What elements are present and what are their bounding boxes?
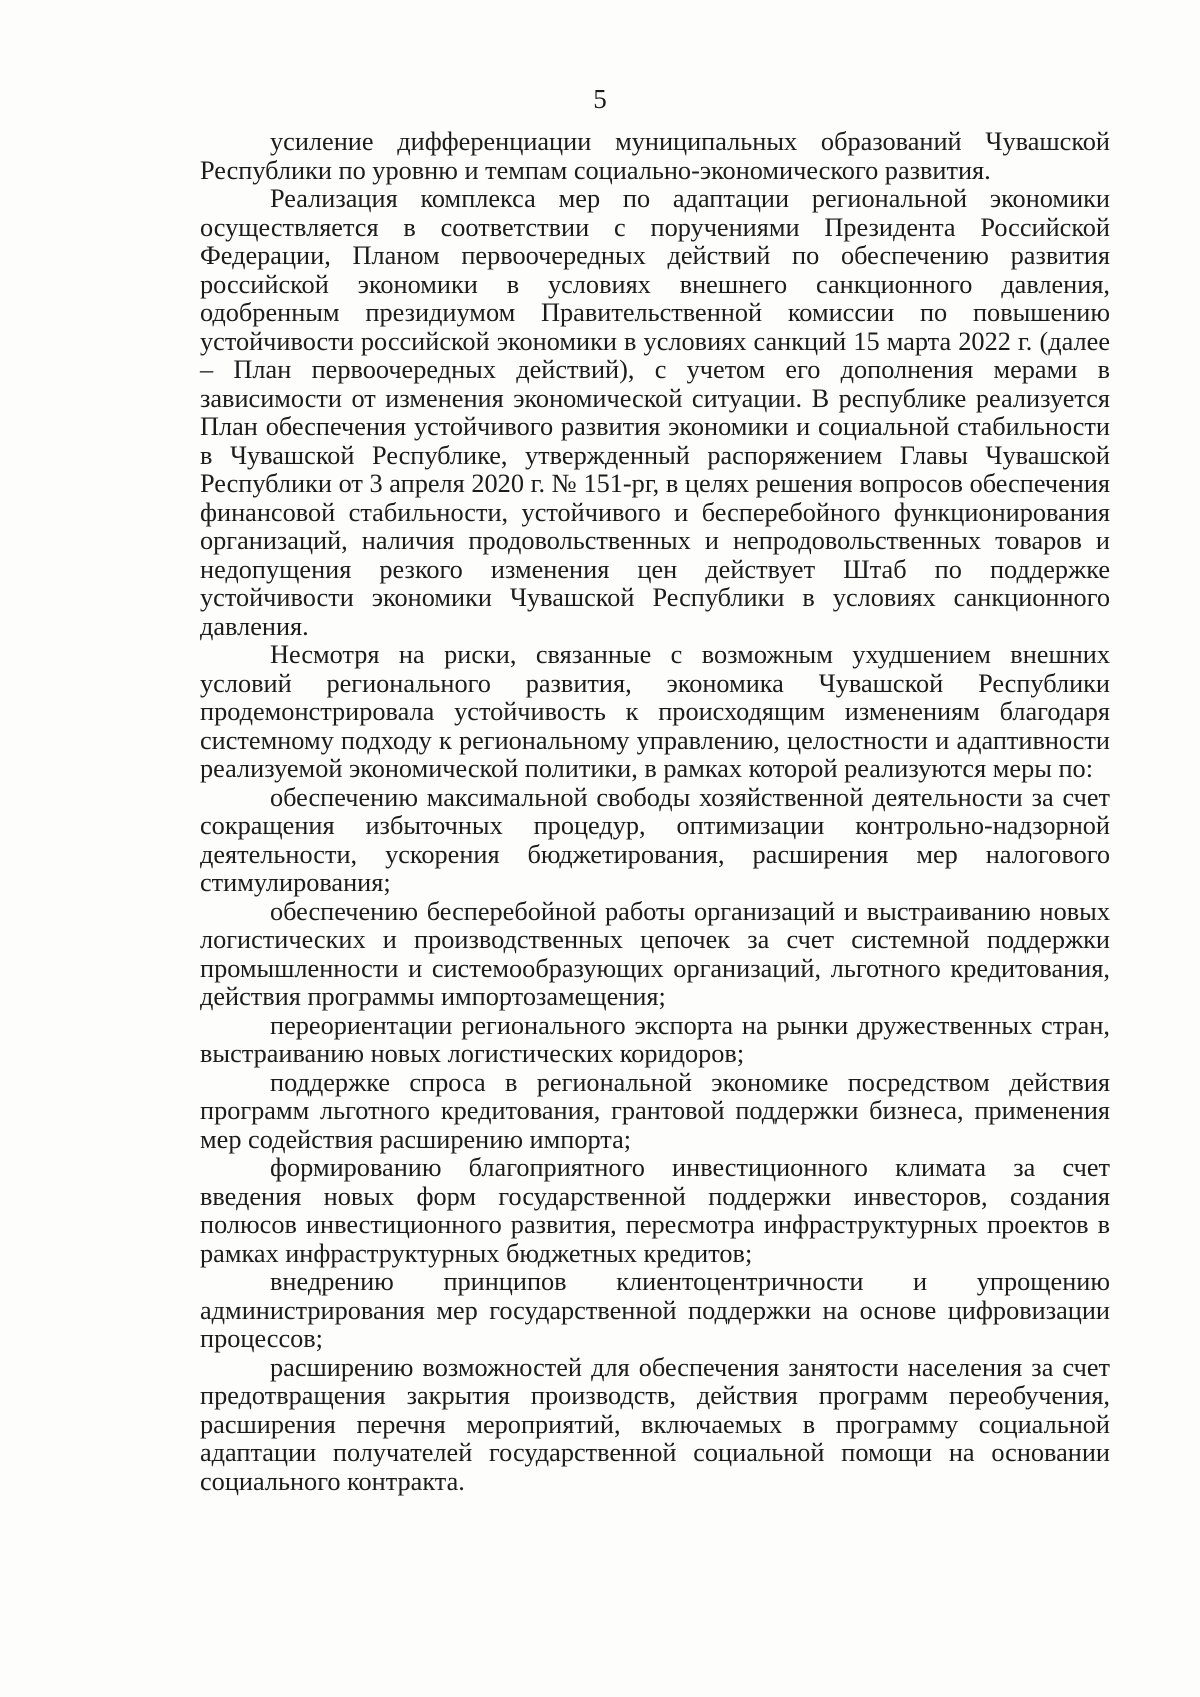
paragraph: формированию благоприятного инвестиционного климата за счет введения новых форм государственной поддержки инвесторов, создания полюсов инвестиционного развития, пересмотра инфраструктурных проектов в рамках инфраструктурных бюджетных кредитов; (200, 1153, 1110, 1268)
paragraph: Несмотря на риски, связанные с возможным ухудшением внешних условий регионального развития, экономика Чувашской Республики продемонстрировала устойчивость к происходящим изменениям благодаря системному подходу к региональному управлению, целостности и адаптивности реализуемой экономической политики, в рамках которой реализуются меры по: (200, 640, 1110, 783)
paragraph: поддержке спроса в региональной экономике посредством действия программ льготного кредитования, грантовой поддержки бизнеса, применения мер содействия расширению импорта; (200, 1067, 1110, 1154)
page-number: 5 (593, 84, 607, 114)
paragraph: переориентации регионального экспорта на рынки дружественных стран, выстраиванию новых логистических коридоров; (200, 1010, 1110, 1068)
paragraph: Реализация комплекса мер по адаптации региональной экономики осуществляется в соответствии с поручениями Президента Российской Федерации, Планом первоочередных действий по обеспечению развития российской экономики в условиях внешнего санкционного давления, одобренным президиумом Правительственной комиссии по повышению устойчивости российской экономики в условиях санкций 15 марта 2022 г. (далее – План первоочередных действий), с учетом его дополнения мерами в зависимости от изменения экономической ситуации. В республике реализуется План обеспечения устойчивого развития экономики и социальной стабильности в Чувашской Республике, утвержденный распоряжением Главы Чувашской Республики от 3 апреля 2020 г. № 151-рг, в целях решения вопросов обеспечения финансовой стабильности, устойчивого и бесперебойного функционирования организаций, наличия продовольственных и непродовольственных товаров и недопущения резкого изменения цен действует Штаб по поддержке устойчивости экономики Чувашской Республики в условиях санкционного давления. (200, 184, 1110, 641)
paragraph: внедрению принципов клиентоцентричности и упрощению администрирования мер государственной поддержки на основе цифровизации процессов; (200, 1267, 1110, 1353)
document-body (200, 128, 1110, 1496)
paragraph: усиление дифференциации муниципальных образований Чувашской Республики по уровню и темпам социально-экономического развития. (200, 127, 1110, 185)
paragraph: обеспечению максимальной свободы хозяйственной деятельности за счет сокращения избыточных процедур, оптимизации контрольно-надзорной деятельности, ускорения бюджетирования, расширения мер налогового стимулирования; (200, 782, 1110, 897)
paragraph: расширению возможностей для обеспечения занятости населения за счет предотвращения закрытия производств, действия программ переобучения, расширения перечня мероприятий, включаемых в программу социальной адаптации получателей государственной социальной помощи на основании социального контракта. (200, 1352, 1110, 1496)
paragraph: обеспечению бесперебойной работы организаций и выстраиванию новых логистических и производственных цепочек за счет системной поддержки промышленности и системообразующих организаций, льготного кредитования, действия программы импортозамещения; (200, 896, 1110, 1011)
